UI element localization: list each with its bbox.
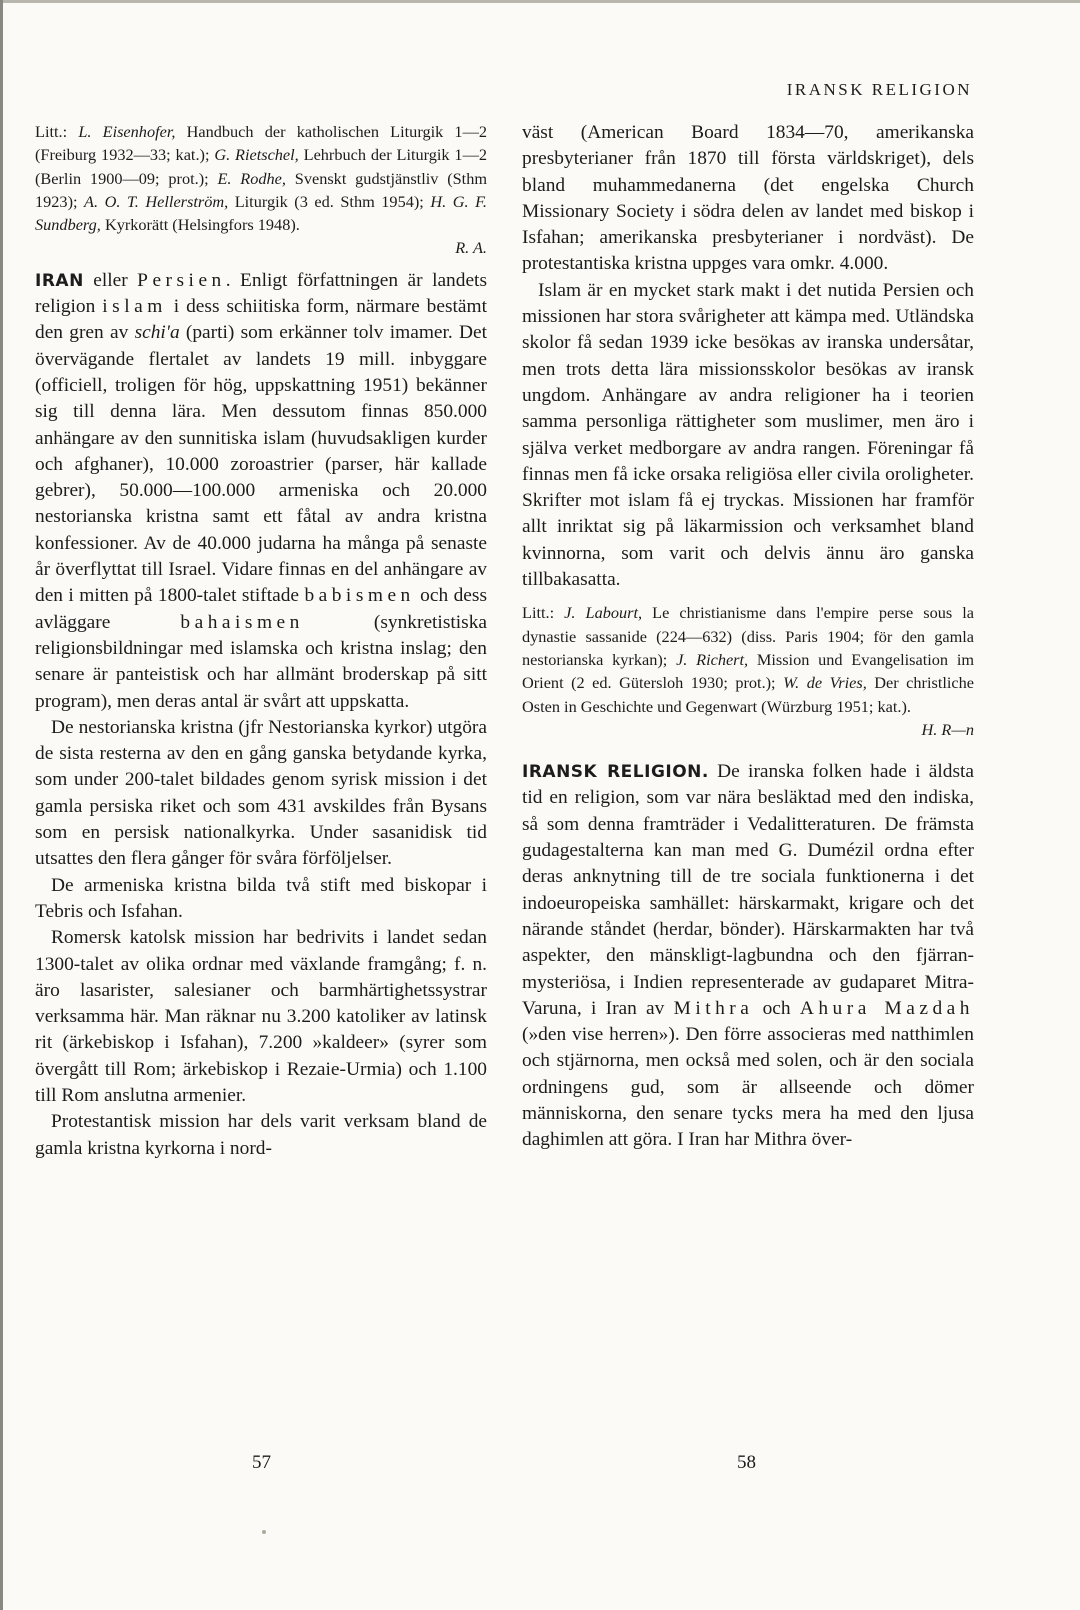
paragraph-protestant-mission: Protestantisk mission har dels varit verksam bland de gamla kristna kyrkorna i nord- [35, 1111, 487, 1159]
right-page-column [522, 120, 974, 1154]
page-number-left: 57 [252, 1452, 271, 1473]
author-signature: R. A. [455, 238, 487, 258]
entry-iran: IRAN eller Persien. Enligt författningen är landets religion islam i dess schiitiska form, närmare bestämt den gren av schi'a (parti) som erkänner tolv imamer. Det övervägande flertalet av landets 19 mill. inbyggare (officiell, troligen för hög, uppskattning 1951) bekänner sig till denna lära. Men dessutom finnas 850.000 anhängare av den sunnitiska islam (huvudsakligen kurder och afghaner), 10.000 zoroastrier (parser, här kallade gebrer), 50.000—100.000 armeniska och 20.000 nestorianska kristna samt ett fåtal av andra kristna konfessioner. Av de 40.000 judarna ha många på senaste år överflyttat till Israel. Vidare finnas en del anhängare av den i mitten på 1800-talet stiftade babismen och dess avläggare bahaismen (synkretistiska religionsbildningar med islamska och kristna inslag; den senare är panteistisk och har allmänt broderskap på sitt program), men deras antal är svårt att uppskatta. [35, 269, 488, 712]
author-signature: H. R—n [921, 719, 974, 739]
literature-references-iran: Litt.: J. Labourt, Le christianisme dans l'empire perse sous la dynastie sassanide (224—632) (diss. Paris 1904; för den gamla nestorianska kyrkan); J. Richert, Mission und Evangelisation im Orient (2 ed. Gütersloh 1930; prot.); W. de Vries, Der christliche Osten in Geschichte und Gegenwart (Würzburg 1951; kat.). [522, 603, 975, 716]
running-head: IRANSK RELIGION [786, 80, 972, 99]
entry-heading: IRAN [35, 270, 84, 291]
paragraph-nestorian: De nestorianska kristna (jfr Nestorianska kyrkor) utgöra de sista resterna av den en gång ganska betydande kyrka, som under 200-talet bildades genom syrisk mission i det gamla persiska riket och som 431 avskildes från Bysans som en persisk nationalkyrka. Under sasanidisk tid utsattes den flera gånger för svåra förföljelser. [35, 716, 487, 870]
paragraph-islam: Islam är en mycket stark makt i det nutida Persien och missionen har stora svårigheter att kämpa med. Utländska skolor få sedan 1939 icke besökas av iranska undersåtar, men trots detta lära missionsskolor besökas av iransk ungdom. Anhängare av andra religioner ha i teorien samma personliga rättigheter som muslimer, men äro i själva verket medborgare av andra rangen. Föreningar få finnas men få icke orsaka religiösa eller civila oroligheter. Skrifter mot islam få ej tryckas. Missionen har framför allt inriktat sig på läkarmission och verksamhet bland kvinnorna, som varit och delvis ännu äro ganska tillbakasatta. [522, 279, 974, 591]
scan-edge-left [0, 0, 3, 1610]
paragraph-protestant-continued: väst (American Board 1834—70, amerikanska presbyterianer från 1870 till första världskriget), dels bland muhammedanerna (det engelska Church Missionary Society i södra delen av landet med biskop i Isfahan; amerikanska presbyterianer i nordväst). De protestantiska kristna uppges vara omkr. 4.000. [522, 122, 974, 275]
literature-references-liturgik: Litt.: L. Eisenhofer, Handbuch der katholischen Liturgik 1—2 (Freiburg 1932—33; kat.); G. Rietschel, Lehrbuch der Liturgik 1—2 (Berlin 1900—09; prot.); E. Rodhe, Svenskt gudstjänstliv (Sthm 1923); A. O. T. Hellerström, Liturgik (3 ed. Sthm 1954); H. G. F. Sundberg, Kyrkorätt (Helsingfors 1948). [35, 122, 488, 235]
left-page-column [35, 120, 487, 1162]
paragraph-catholic-mission: Romersk katolsk mission har bedrivits i landet sedan 1300-talet av olika ordnar med växlande framgång; f. n. äro lasarister, salesianer och barmhärtighetssystrar verksamma här. Man räknar nu 3.200 katoliker av latinsk rit (ärkebiskop i Isfahan), 7.200 »kaldeer» (syrer som övergått till Rom; ärkebiskop i Rezaie-Urmia) och 1.100 till Rom anslutna armenier. [35, 927, 487, 1106]
entry-heading: IRANSK RELIGION. [522, 762, 709, 783]
scan-speck [262, 1530, 266, 1534]
paragraph-armenian: De armeniska kristna bilda två stift med biskopar i Tebris och Isfahan. [35, 874, 487, 922]
entry-iransk-religion: IRANSK RELIGION. De iranska folken hade i äldsta tid en religion, som var nära besläktad med den indiska, så som denna framträder i Vedalitteraturen. De främsta gudagestalterna kan man med G. Dumézil ordna efter deras anknytning till de tre sociala funktionerna i det indoeuropeiska samhället: härskarmakt, krigare och det närande ståndet (herdar, bönder). Härskarmakten har två aspekter, den mänskligt-lagbundna och den fjärran-mysteriösa, i Indien representerade av gudaparet Mitra-Varuna, i Iran av Mithra och Ahura Mazdah (»den vise herren»). Den förre associeras med natthimlen och stjärnorna, men också med solen, och är den sociala ordningens gud, som är allseende och dömer människorna, den senare tycks mera ha med den ljusa daghimlen att göra. I Iran har Mithra över- [522, 761, 974, 1151]
scan-edge-top [0, 0, 1080, 3]
page-number-right: 58 [737, 1452, 756, 1473]
